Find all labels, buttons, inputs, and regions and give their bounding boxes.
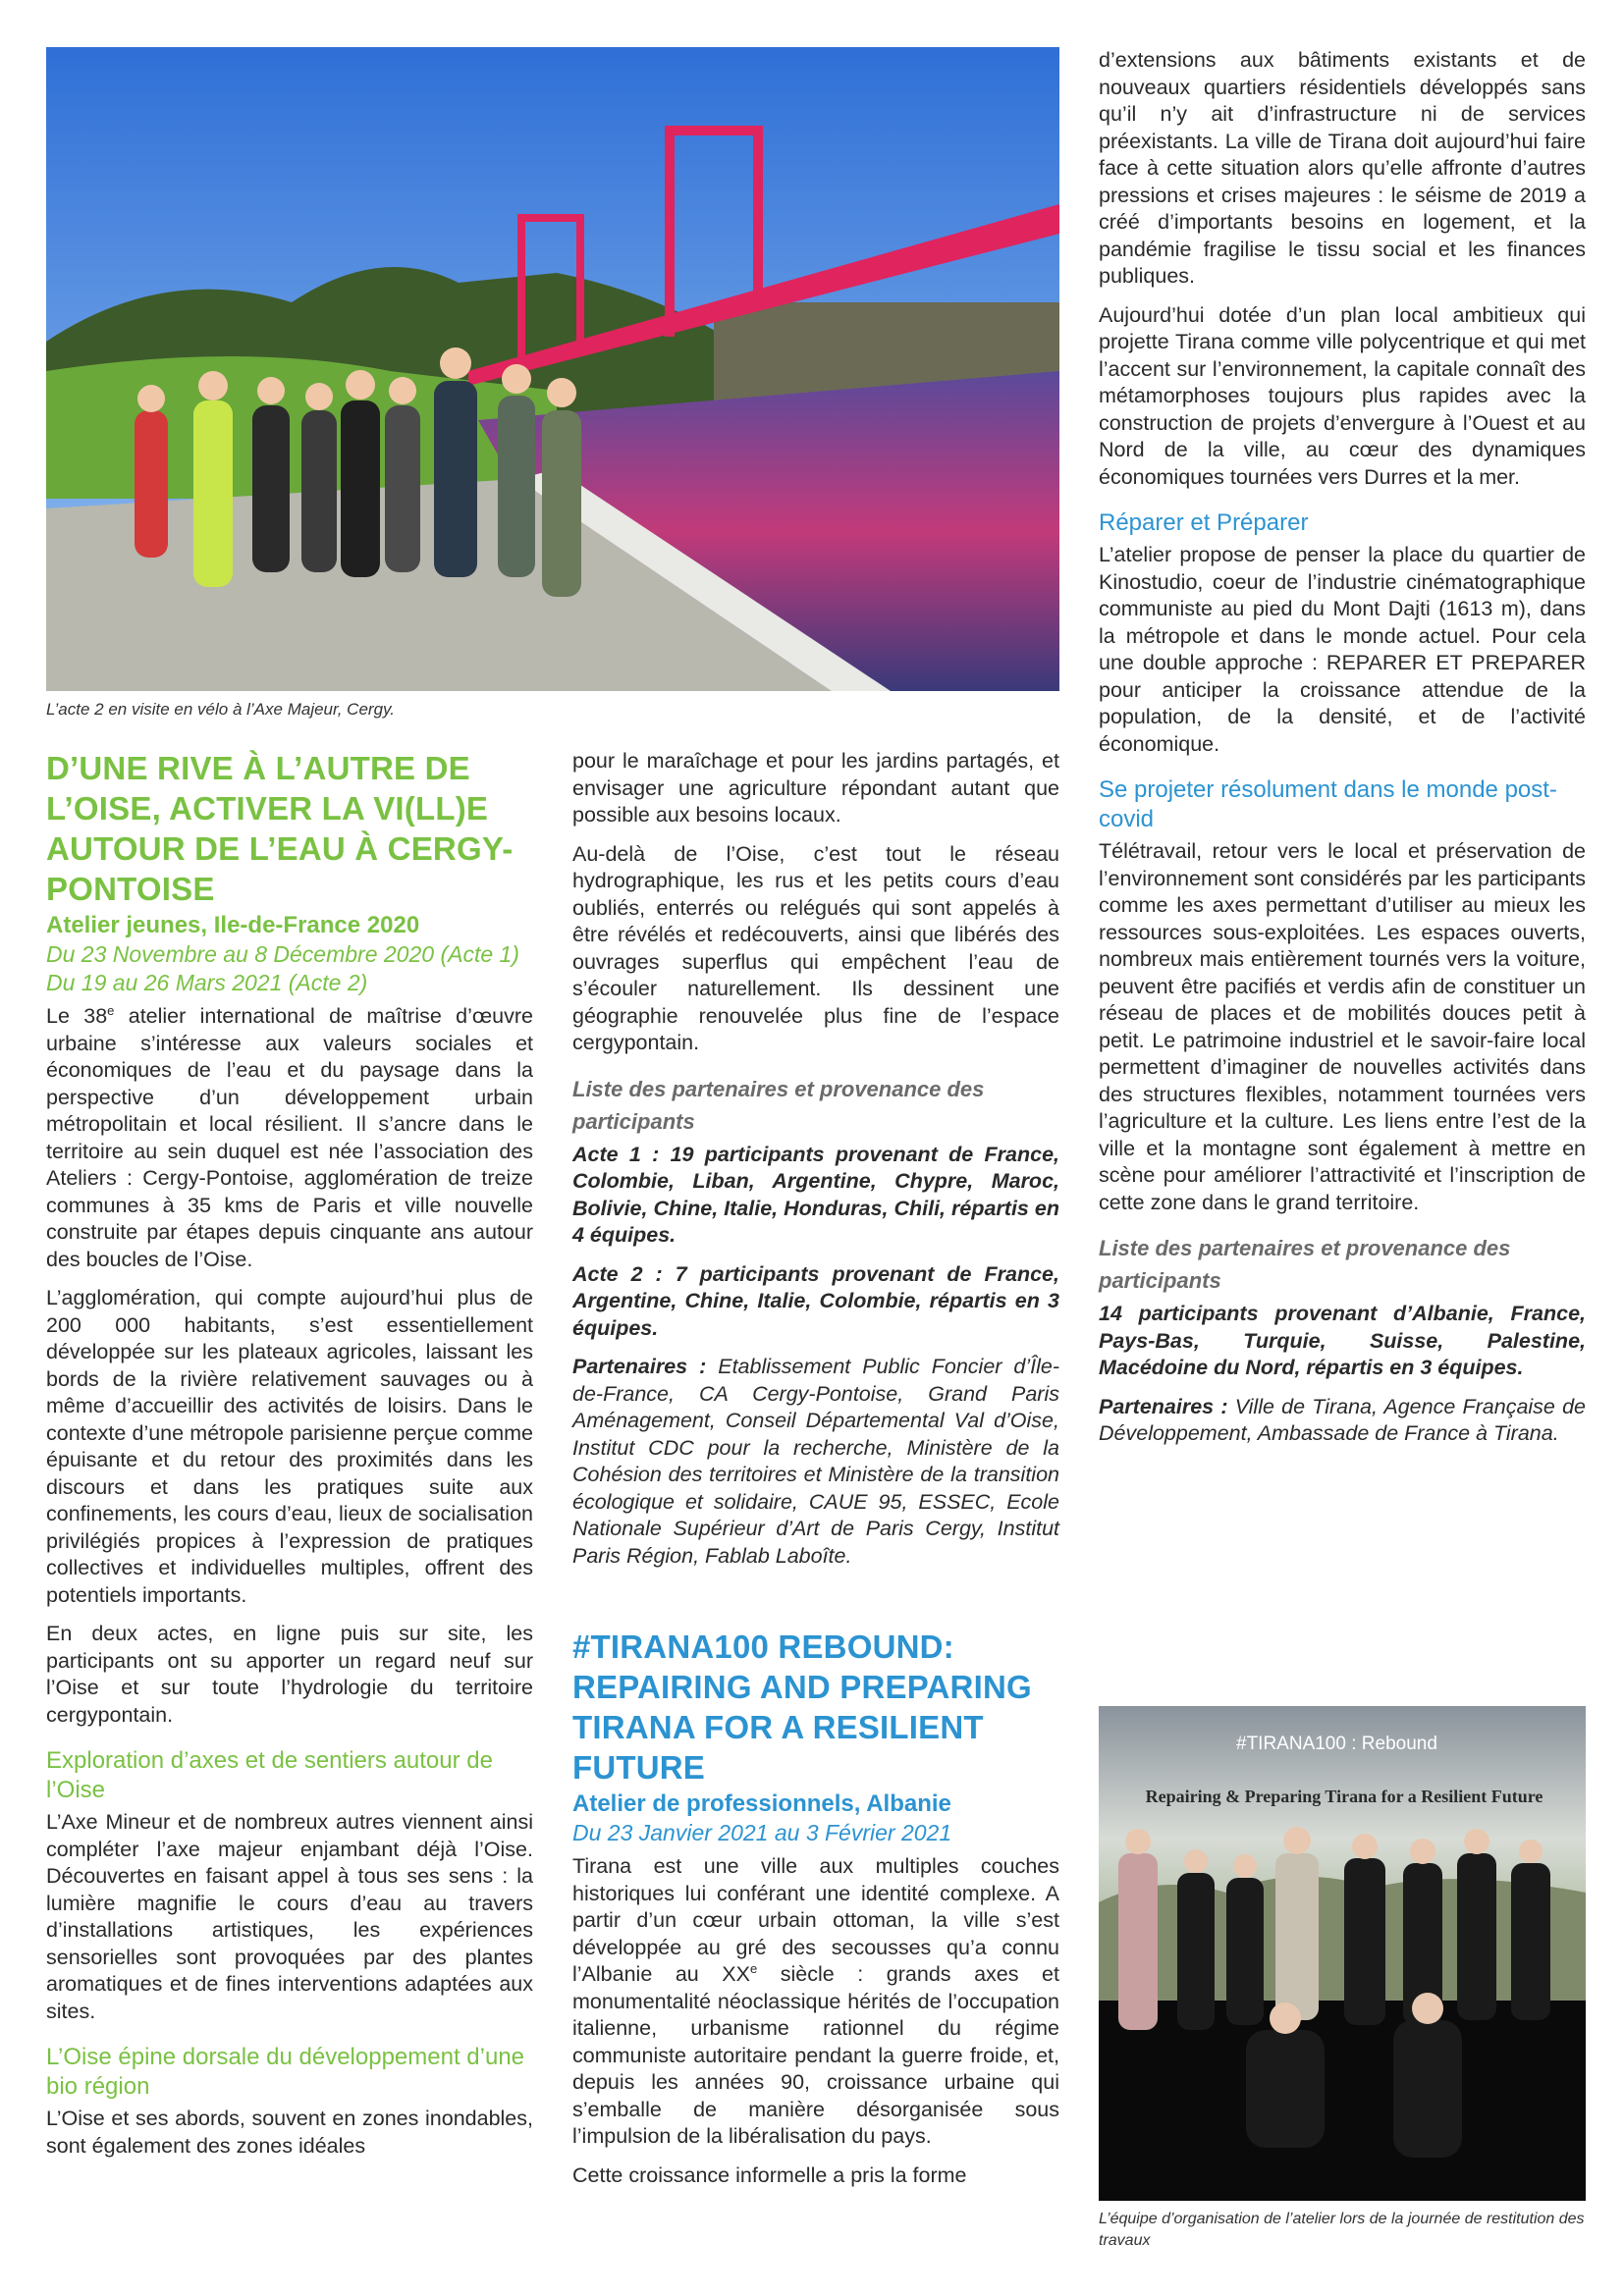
- article1-partners: Partenaires : Etablissement Public Foncier d’Île-de-France, CA Cergy-Pontoise, Grand Paris Aménagement, Conseil Départemental Val d’Oise, Institut CDC pour la recherche, Ministère de la Cohésion des territoires et Ministère de la transition écologique et solidaire, CAUE 95, ESSEC, Ecole Nationale Supérieur d’Art de Paris Cergy, Institut Paris Région, Fablab Laboîte.: [572, 1355, 1060, 1568]
- article1-acte1-participants: Acte 1 : 19 participants provenant de France, Colombie, Liban, Argentine, Chypre, Maroc, Bolivie, Chine, Italie, Honduras, Chili, répartis en 4 équipes.: [572, 1142, 1059, 1247]
- article2-paragraph-2: Cette croissance informelle a pris la forme: [572, 2163, 967, 2187]
- article1-subtitle: Atelier jeunes, Ile-de-France 2020: [46, 912, 420, 938]
- article1-paragraph-2: L’agglomération, qui compte aujourd’hui plus de 200 000 habitants, s’est essentiellement développée sur les plateaux agricoles, laissant les bords de la rivière relativement sauvages ou à même d’accueillir des activités de loisirs. Dans le contexte d’une métropole parisienne perçue comme épuisante et du retour des proximités dans les discours et dans les pratiques suite aux confinements, les cours d’eau, lieux de socialisation privilégiés propices à l’expression de pratiques collectives et individuelles multiples, offrent des potentiels importants.: [46, 1286, 533, 1607]
- article2-subtitle: Atelier de professionnels, Albanie: [572, 1790, 951, 1817]
- photo-axe-majeur-cergy: [46, 47, 1059, 691]
- article1-paragraph-5: L’Oise et ses abords, souvent en zones inondables, sont également des zones idéales: [46, 2107, 533, 2158]
- article2-participants: 14 participants provenant d’Albanie, France, Pays-Bas, Turquie, Suisse, Palestine, Macédoine du Nord, répartis en 3 équipes.: [1099, 1302, 1586, 1379]
- tirana-screen-title: #TIRANA100 : Rebound: [1236, 1734, 1437, 1754]
- article1-heading-exploration: Exploration d’axes et de sentiers autour de l’Oise: [46, 1747, 493, 1803]
- article1-date-acte1: Du 23 Novembre au 8 Décembre 2020 (Acte 1): [46, 941, 519, 967]
- article2-paragraph-6: Télétravail, retour vers le local et préservation de l’environnement sont considérés par les participants comme les axes permettant d’utiliser au mieux les ressources sous-exploitées. Les espaces ouverts, nombreux mais entièrement tournés vers la voiture, peuvent être pacifiés et verdis afin de constituer un réseau de places et de mobilités douces petit à petit. Le patrimoine industriel et le savoir-faire local permettent d’imaginer de nouvelles activités dans des structures flexibles, notamment tournées vers l’agriculture et la culture. Les liens entre l’est de la ville et la montagne sont également à mettre en scène pour améliorer l’attractivité et l’inscription de cette zone dans le grand territoire.: [1099, 839, 1586, 1214]
- tirana-screen-subtitle: Repairing & Preparing Tirana for a Resilient Future: [1145, 1787, 1543, 1806]
- article2-title: #TIRANA100 REBOUND: REPAIRING AND PREPARING TIRANA FOR A RESILIENT FUTURE: [572, 1629, 1032, 1786]
- article1-title: D’UNE RIVE À L’AUTRE DE L’OISE, ACTIVER LA VI(LL)E AUTOUR DE L’EAU À CERGY-PONTOISE: [46, 750, 514, 907]
- column-2: [572, 748, 1059, 2201]
- article1-date-acte2: Du 19 au 26 Mars 2021 (Acte 2): [46, 970, 368, 995]
- article1-paragraph-6: pour le maraîchage et pour les jardins partagés, et envisager une agriculture répondant autant que possible aux besoins locaux.: [572, 749, 1059, 827]
- article1-heading-partners: Liste des partenaires et provenance des participants: [572, 1076, 985, 1134]
- article1-acte2-participants: Acte 2 : 7 participants provenant de France, Argentine, Chine, Italie, Colombie, répartis en 3 équipes.: [572, 1261, 1059, 1340]
- article2-partners: Partenaires : Ville de Tirana, Agence Française de Développement, Ambassade de France à Tirana.: [1099, 1394, 1587, 1445]
- article2-paragraph-5: L’atelier propose de penser la place du quartier de Kinostudio, coeur de l’industrie cinématographique communiste au pied du Mont Dajti (1613 m), dans la métropole et dans le monde actuel. Pour cela une double approche : REPARER ET PREPARER pour anticiper la croissance attendue de la population, de la densité, et de l’activité économique.: [1099, 543, 1586, 756]
- article2-date: Du 23 Janvier 2021 au 3 Février 2021: [572, 1820, 952, 1845]
- article1-paragraph-4: L’Axe Mineur et de nombreux autres viennent ainsi compléter l’axe majeur enjambant déjà l’Oise. Découvertes en faisant appel à tous ses sens : la lumière magnifie le cours d’eau au travers d’installations artistiques, les expériences sensorielles sont provoquées par des plantes aromatiques et de fines interventions adaptées aux sites.: [46, 1810, 533, 2023]
- article1-paragraph-7: Au-delà de l’Oise, c’est tout le réseau hydrographique, les rus et les petits cours d’eau oubliés, enterrés ou relégués qui sont appelés à être révélés et redécouverts, ainsi que libérés des ouvrages superflus qui empêchent l’eau de s’écouler naturellement. Ils dessinent une géographie renouvelée plus fine de l’espace cergypontain.: [572, 841, 1059, 1054]
- article1-heading-bio-region: L’Oise épine dorsale du développement d’une bio région: [46, 2044, 525, 2100]
- photo-tirana-team: [1099, 1706, 1586, 2201]
- photo2-caption: L’équipe d’organisation de l’atelier lors de la journée de restitution des travaux: [1099, 2211, 1585, 2249]
- article2-heading-partners: Liste des partenaires et provenance des participants: [1099, 1236, 1511, 1293]
- article2-heading-post-covid: Se projeter résolument dans le monde post-covid: [1099, 776, 1557, 832]
- article2-paragraph-4: Aujourd’hui dotée d’un plan local ambitieux qui projette Tirana comme ville polycentrique et qui met l’accent sur l’environnement, la capitale connaît des métamorphoses toujours plus rapides avec la construction de projets d’envergure à l’Ouest et au Nord de la ville, au cœur des dynamiques économiques tournées vers Durres et la mer.: [1099, 302, 1586, 489]
- article1-paragraph-3: En deux actes, en ligne puis sur site, les participants ont su apporter un regard neuf sur l’Oise et sur toute l’hydrologie du territoire cergypontain.: [46, 1622, 533, 1727]
- column-3: [1099, 47, 1586, 1460]
- article2-heading-reparer: Réparer et Préparer: [1099, 509, 1309, 536]
- article2-paragraph-3: d’extensions aux bâtiments existants et de nouveaux quartiers résidentiels développés sans qu’il n’y ait d’infrastructure ni de services préexistants. La ville de Tirana doit aujourd’hui faire face à cette situation alors qu’elle affronte d’autres pressions et crises majeures : le séisme de 2019 a créé d’importants besoins en logement, et la pandémie fragilise le tissu social et les finances publiques.: [1099, 48, 1586, 288]
- article1-paragraph-1: Le 38e atelier international de maîtrise d’œuvre urbaine s’intéresse aux valeurs sociales et économiques de l’eau et du paysage dans la perspective d’un développement urbain métropolitain et local résilient. Il s’ancre dans le territoire au sein duquel est née l’association des Ateliers : Cergy-Pontoise, agglomération de treize communes à 35 kms de Paris et ville nouvelle construite par étapes depuis cinquante ans autour des boucles de l’Oise.: [46, 1002, 533, 1271]
- column-1: [46, 748, 533, 2171]
- article2-paragraph-1: Tirana est une ville aux multiples couches historiques lui conférant une identité complexe. A partir d’un cœur urbain ottoman, la ville s’est développée au gré des secousses qu’a connu l’Albanie au XXe siècle : grands axes et monumentalité néoclassique hérités de l’occupation italienne, urbanisme rationnel du régime communiste autoritaire pendant la guerre froide, et, depuis les années 90, croissance urbaine qui s’emballe de manière désorganisée sous l’impulsion de la libéralisation du pays.: [572, 1854, 1059, 2148]
- photo1-caption: L’acte 2 en visite en vélo à l’Axe Majeur, Cergy.: [46, 700, 395, 719]
